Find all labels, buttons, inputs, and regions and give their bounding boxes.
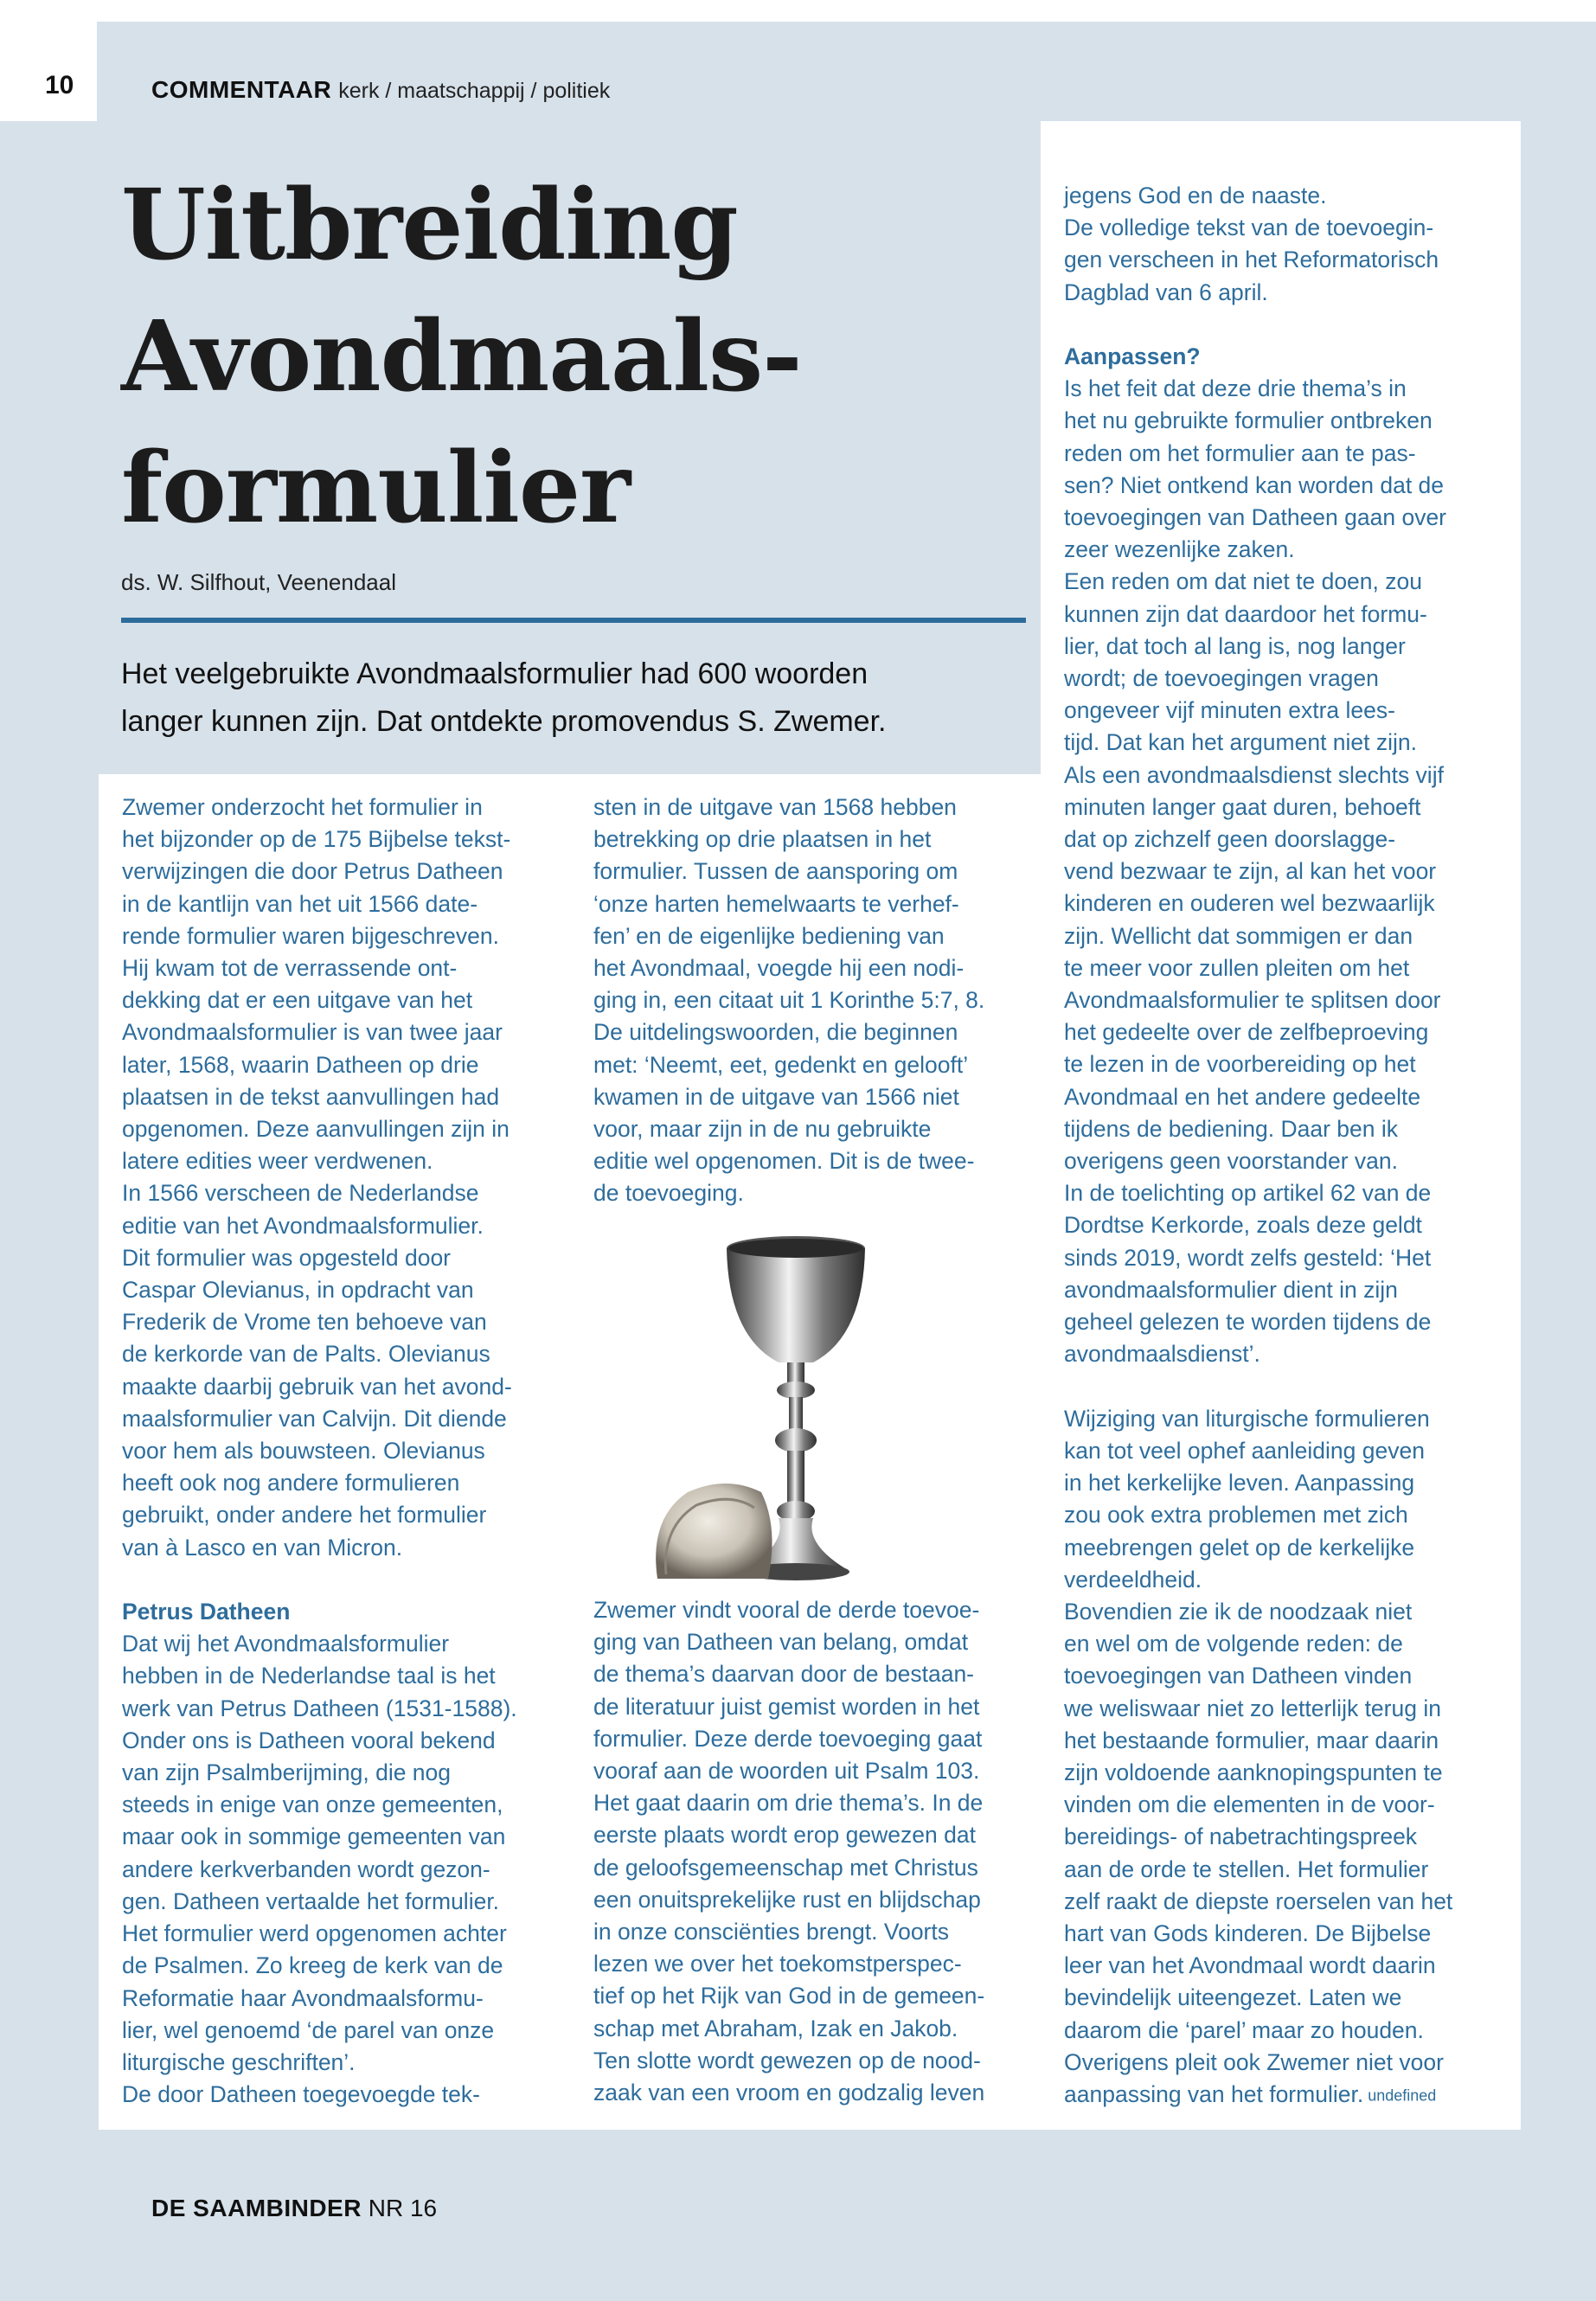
author-byline: ds. W. Silfhout, Veenendaal	[121, 569, 396, 595]
top-margin	[0, 0, 1596, 22]
text-line: Caspar Olevianus, in opdracht van	[122, 1277, 474, 1304]
text-line: toevoegingen van Datheen vinden	[1064, 1663, 1413, 1689]
text-line: tijd. Dat kan het argument niet zijn.	[1064, 729, 1418, 756]
col1-intro	[122, 792, 572, 1564]
col2-top-text	[593, 792, 1043, 1210]
text-line: schap met Abraham, Izak en Jakob.	[593, 2015, 958, 2041]
text-line: meebrengen gelet op de kerkelijke	[1064, 1534, 1415, 1561]
text-line: Bovendien zie ik de noodzaak niet	[1064, 1598, 1413, 1625]
cup-bowl-shape	[727, 1248, 865, 1362]
text-line: het gedeelte over de zelfbeproeving	[1064, 1019, 1429, 1046]
issue-number: NR 16	[368, 2195, 438, 2221]
col2-bottom-text	[593, 1594, 1043, 2109]
text-line: de Psalmen. Zo kreeg de kerk van de	[122, 1952, 503, 1979]
text-line: De uitdelingswoorden, die beginnen	[593, 1019, 958, 1046]
text-line: in onze consciënties brengt. Voorts	[593, 1919, 949, 1945]
text-line: sinds 2019, wordt zelfs gesteld: ‘Het	[1064, 1244, 1432, 1271]
text-line: kan tot veel ophef aanleiding geven	[1064, 1437, 1425, 1464]
text-line: Reformatie haar Avondmaalsformu-	[122, 1984, 484, 2011]
text-line: sten in de uitgave van 1568 hebben	[593, 794, 957, 820]
divider-rule	[121, 618, 1026, 623]
text-line: de toevoeging.	[593, 1180, 744, 1207]
text-line: zeer wezenlijke zaken.	[1064, 536, 1295, 563]
spacer	[1064, 309, 1514, 341]
text-line: wordt; de toevoegingen vragen	[1064, 665, 1379, 692]
col3-top-text	[1064, 180, 1514, 309]
text-line: Zwemer vindt vooral de derde toevoe-	[593, 1597, 980, 1623]
col1-after	[122, 1628, 572, 2111]
text-line: kwamen in de uitgave van 1566 niet	[593, 1083, 959, 1110]
lead-line: Het veelgebruikte Avondmaalsformulier had 600 woorden	[121, 657, 869, 690]
text-line: verwijzingen die door Petrus Datheen	[122, 858, 503, 885]
text-line: gen verscheen in het Reformatorisch	[1064, 247, 1439, 273]
text-line: In 1566 verscheen de Nederlandse	[122, 1180, 479, 1207]
text-line: maakte daarbij gebruik van het avond-	[122, 1373, 512, 1400]
text-line: Een reden om dat niet te doen, zou	[1064, 568, 1422, 595]
column-2-bottom	[593, 1594, 1043, 2109]
text-line: te lezen in de voorbereiding op het	[1064, 1051, 1416, 1078]
text-line: betrekking op drie plaatsen in het	[593, 826, 932, 853]
text-line: fen’ en de eigenlijke bediening van	[593, 922, 945, 949]
text-line: gen. Datheen vertaalde het formulier.	[122, 1888, 500, 1914]
page-number-box	[0, 0, 97, 121]
text-line: van zijn Psalmberijming, die nog	[122, 1759, 452, 1786]
text-line: De volledige tekst van de toevoegin-	[1064, 215, 1434, 241]
text-line: het nu gebruikte formulier ontbreken	[1064, 407, 1433, 434]
text-line: liturgische geschriften’.	[122, 2048, 356, 2075]
text-line: vinden om die elementen in de voor-	[1064, 1791, 1435, 1818]
end-mark-icon: undefined	[1363, 2086, 1437, 2105]
text-line: Is het feit dat deze drie thema’s in	[1064, 375, 1407, 402]
lead-paragraph	[121, 651, 1029, 746]
text-line: Overigens pleit ook Zwemer niet voor	[1064, 2048, 1444, 2075]
text-line: ging van Datheen van belang, omdat	[593, 1629, 969, 1656]
stem-shape	[787, 1451, 804, 1503]
text-line: de literatuur juist gemist worden in het	[593, 1693, 980, 1720]
text-line: zijn. Wellicht dat sommigen er dan	[1064, 922, 1413, 949]
text-line: ‘onze harten hemelwaarts te verhef-	[593, 890, 959, 917]
text-line: Als een avondmaalsdienst slechts vijf	[1064, 761, 1444, 788]
subheading-petrus-datheen: Petrus Datheen	[122, 1599, 291, 1625]
text-line: in het kerkelijke leven. Aanpassing	[1064, 1470, 1415, 1497]
text-line: dekking dat er een uitgave van het	[122, 987, 473, 1014]
text-line: avondmaalsdienst’.	[1064, 1341, 1260, 1368]
text-line: lezen we over het toekomstperspec-	[593, 1951, 962, 1977]
col3-end-text	[1064, 1403, 1514, 2112]
text-line: tijdens de bediening. Daar ben ik	[1064, 1115, 1398, 1142]
stem-knot-shape	[775, 1428, 817, 1452]
text-line: avondmaalsformulier dient in zijn	[1064, 1276, 1398, 1303]
cup-opening-shape	[728, 1239, 863, 1258]
text-line: in de kantlijn van het uit 1566 date-	[122, 890, 478, 917]
text-line: opgenomen. Deze aanvullingen zijn in	[122, 1116, 510, 1143]
text-line: steeds in enige van onze gemeenten,	[122, 1791, 503, 1818]
text-line: sen? Niet ontkend kan worden dat de	[1064, 471, 1445, 498]
text-line: lier, dat toch al lang is, nog langer	[1064, 632, 1406, 659]
text-line: een onuitsprekelijke rust en blijdschap	[593, 1886, 981, 1913]
footer	[151, 2195, 437, 2222]
subheading-aanpassen: Aanpassen?	[1064, 343, 1201, 369]
text-line: Het gaat daarin om drie thema’s. In de	[593, 1790, 984, 1817]
text-line: Het formulier werd opgenomen achter	[122, 1920, 507, 1947]
text-line: verdeeldheid.	[1064, 1566, 1202, 1593]
text-line: Avondmaalsformulier is van twee jaar	[122, 1019, 503, 1046]
text-line: daarom die ‘parel’ maar zo houden.	[1064, 2016, 1424, 2043]
text-line: vooraf aan de woorden uit Psalm 103.	[593, 1758, 980, 1785]
text-line: later, 1568, waarin Datheen op drie	[122, 1051, 479, 1078]
text-line: plaatsen in de tekst aanvullingen had	[122, 1083, 500, 1110]
text-line: we weliswaar niet zo letterlijk terug in	[1064, 1695, 1441, 1721]
text-line: Dordtse Kerkorde, zoals deze geldt	[1064, 1212, 1422, 1239]
column-1	[122, 792, 572, 2111]
text-line: het Avondmaal, voegde hij een nodi-	[593, 955, 965, 982]
title-line: formulier	[121, 432, 631, 545]
text-line: leer van het Avondmaal wordt daarin	[1064, 1952, 1436, 1979]
chalice-bread-illustration	[649, 1233, 943, 1596]
col3-mid-text	[1064, 373, 1514, 1370]
text-line: toevoegingen van Datheen gaan over	[1064, 504, 1447, 531]
text-line: met: ‘Neemt, eet, gedenkt en gelooft’	[593, 1051, 969, 1078]
text-line: editie van het Avondmaalsformulier.	[122, 1212, 484, 1239]
text-line: De door Datheen toegevoegde tek-	[122, 2081, 480, 2108]
text-line: latere edities weer verdwenen.	[122, 1148, 433, 1175]
text-line: Avondmaalsformulier te splitsen door	[1064, 987, 1441, 1014]
stem-shape	[789, 1397, 803, 1432]
text-line: werk van Petrus Datheen (1531-1588).	[122, 1695, 517, 1721]
section-header	[151, 76, 610, 104]
text-line: zijn voldoende aanknopingspunten te	[1064, 1759, 1443, 1785]
text-line: formulier. Deze derde toevoeging gaat	[593, 1725, 983, 1752]
text-line: reden om het formulier aan te pas-	[1064, 439, 1416, 466]
text-line: Hij kwam tot de verrassende ont-	[122, 955, 458, 982]
text-line: editie wel opgenomen. Dit is de twee-	[593, 1148, 975, 1175]
text-line: rende formulier waren bijgeschreven.	[122, 922, 499, 949]
column-3	[1064, 180, 1514, 2112]
text-line: Dit formulier was opgesteld door	[122, 1244, 452, 1271]
text-line: formulier. Tussen de aansporing om	[593, 858, 958, 885]
text-line: kunnen zijn dat daardoor het formu-	[1064, 600, 1427, 627]
text-line: Frederik de Vrome ten behoeve van	[122, 1309, 487, 1336]
text-line: Onder ons is Datheen vooral bekend	[122, 1727, 496, 1753]
text-line: eerste plaats wordt erop gewezen dat	[593, 1822, 976, 1849]
text-line: overigens geen voorstander van.	[1064, 1148, 1398, 1175]
text-line: van à Lasco en van Micron.	[122, 1534, 403, 1561]
text-line: bevindelijk uiteengezet. Laten we	[1064, 1984, 1402, 2011]
text-line: de thema’s daarvan door de bestaan-	[593, 1661, 975, 1688]
text-line: gebruikt, onder andere het formulier	[122, 1502, 487, 1529]
text-line: kinderen en ouderen wel bezwaarlijk	[1064, 890, 1435, 917]
lead-line: langer kunnen zijn. Dat ontdekte promovendus S. Zwemer.	[121, 705, 887, 738]
column-2-top	[593, 792, 1043, 1210]
text-line: aanpassing van het formulier. undefined	[1064, 2080, 1437, 2107]
text-line: het bestaande formulier, maar daarin	[1064, 1727, 1439, 1753]
text-line: tief op het Rijk van God in de gemeen-	[593, 1983, 985, 2009]
text-line: hart van Gods kinderen. De Bijbelse	[1064, 1920, 1432, 1946]
text-line: lier, wel genoemd ‘de parel van onze	[122, 2016, 495, 2043]
text-line: de geloofsgemeenschap met Christus	[593, 1854, 978, 1881]
magazine-name: DE SAAMBINDER	[151, 2195, 362, 2221]
text-line: maalsformulier van Calvijn. Dit diende	[122, 1405, 507, 1432]
text-line: heeft ook nog andere formulieren	[122, 1470, 460, 1497]
text-line: ongeveer vijf minuten extra lees-	[1064, 697, 1395, 724]
text-line: dat op zichzelf geen doorslagge-	[1064, 826, 1396, 853]
text-line: andere kerkverbanden wordt gezon-	[122, 1856, 490, 1882]
text-line: aan de orde te stellen. Het formulier	[1064, 1856, 1429, 1882]
text-line: en wel om de volgende reden: de	[1064, 1631, 1403, 1657]
text-line: zelf raakt de diepste roerselen van het	[1064, 1888, 1453, 1914]
spacer	[122, 1564, 572, 1596]
text-line: Wijziging van liturgische formulieren	[1064, 1405, 1430, 1432]
text-line: Avondmaal en het andere gedeelte	[1064, 1083, 1421, 1110]
text-line: Zwemer onderzocht het formulier in	[122, 794, 483, 820]
article-title	[121, 160, 986, 554]
title-line: Uitbreiding	[121, 169, 738, 282]
text-line: zaak van een vroom en godzalig leven	[593, 2080, 985, 2106]
title-line: Avondmaals-	[121, 300, 802, 413]
text-line: bereidings- of nabetrachtingspreek	[1064, 1823, 1418, 1850]
text-line: Dat wij het Avondmaalsformulier	[122, 1631, 450, 1657]
text-line: jegens God en de naaste.	[1064, 183, 1327, 208]
text-line: maar ook in sommige gemeenten van	[122, 1823, 506, 1850]
text-line: vend bezwaar te zijn, al kan het voor	[1064, 858, 1437, 885]
text-line: geheel gelezen te worden tijdens de	[1064, 1309, 1432, 1336]
text-line: zou ook extra problemen met zich	[1064, 1502, 1408, 1529]
section-subtitle: kerk / maatschappij / politiek	[338, 79, 611, 103]
text-line: minuten langer gaat duren, behoeft	[1064, 793, 1421, 820]
stem-shape	[787, 1362, 804, 1384]
text-line: te meer voor zullen pleiten om het	[1064, 954, 1410, 981]
stem-knot-shape	[777, 1381, 815, 1399]
spacer	[1064, 1371, 1514, 1403]
text-line: Dagblad van 6 april.	[1064, 279, 1268, 305]
text-line: de kerkorde van de Palts. Olevianus	[122, 1341, 490, 1368]
text-line: ging in, een citaat uit 1 Korinthe 5:7, 8.	[593, 987, 985, 1014]
text-line: hebben in de Nederlandse taal is het	[122, 1663, 496, 1689]
text-line: Ten slotte wordt gewezen op de nood-	[593, 2047, 981, 2073]
section-label: COMMENTAAR	[151, 76, 332, 103]
text-line: voor hem als bouwsteen. Olevianus	[122, 1438, 485, 1465]
page-number: 10	[45, 71, 74, 99]
text-line: het bijzonder op de 175 Bijbelse tekst-	[122, 826, 511, 853]
text-line: In de toelichting op artikel 62 van de	[1064, 1180, 1432, 1207]
text-line: voor, maar zijn in de nu gebruikte	[593, 1116, 932, 1143]
